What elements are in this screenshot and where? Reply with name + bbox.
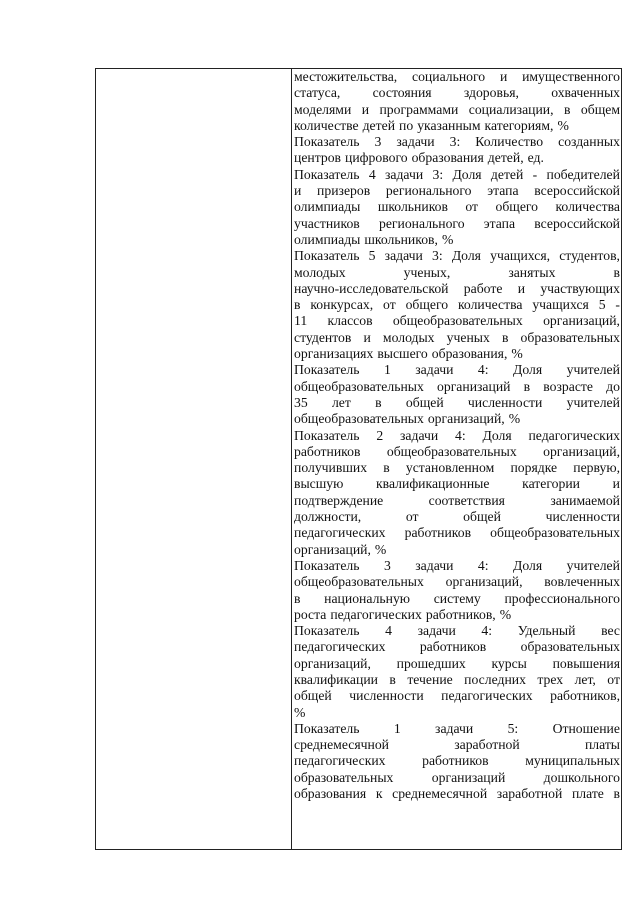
text-line: молодых ученых, занятых в bbox=[294, 264, 620, 280]
text-line: 35 лет в общей численности учителей bbox=[294, 394, 620, 410]
text-line: 11 классов общеобразовательных организаций, bbox=[294, 313, 620, 329]
text-line: студентов и молодых ученых в образовательных bbox=[294, 329, 620, 345]
text-line: организаций, прошедших курсы повышения bbox=[294, 655, 620, 671]
text-line: Показатель 1 задачи 4: Доля учителей bbox=[294, 362, 620, 378]
text-line: работников общеобразовательных организаций, bbox=[294, 443, 620, 459]
text-line: статуса, состояния здоровья, охваченных bbox=[294, 85, 620, 101]
text-line: педагогических работников образовательных bbox=[294, 639, 620, 655]
text-line: общей численности педагогических работников, bbox=[294, 688, 620, 704]
text-line: Показатель 1 задачи 5: Отношение bbox=[294, 720, 620, 736]
text-line: в конкурсах, от общего количества учащихся 5 - bbox=[294, 297, 620, 313]
text-line: научно-исследовательской работе и участвующих bbox=[294, 280, 620, 296]
text-line: образования к среднемесячной заработной плате в bbox=[294, 786, 620, 802]
text-line: % bbox=[294, 704, 306, 720]
text-line: Показатель 3 задачи 3: Количество созданных bbox=[294, 134, 620, 150]
indicators-text bbox=[294, 69, 620, 802]
text-line: должности, от общей численности bbox=[294, 509, 620, 525]
text-line: Показатель 2 задачи 4: Доля педагогических bbox=[294, 427, 620, 443]
text-line: моделями и программами социализации, в общем bbox=[294, 101, 620, 117]
text-line: центров цифрового образования детей, ед. bbox=[294, 150, 544, 166]
text-line: общеобразовательных организаций, вовлеченных bbox=[294, 574, 620, 590]
text-line: общеобразовательных организаций в возрасте до bbox=[294, 378, 620, 394]
text-line: местожительства, социального и имущественного bbox=[294, 69, 620, 84]
text-line: и призеров регионального этапа всероссийской bbox=[294, 183, 620, 199]
text-line: организаций, % bbox=[294, 541, 387, 557]
text-line: олимпиады школьников от общего количества bbox=[294, 199, 620, 215]
text-line: Показатель 4 задачи 3: Доля детей - победителей bbox=[294, 166, 620, 182]
text-line: в национальную систему профессионального bbox=[294, 590, 620, 606]
indicators-table bbox=[95, 68, 622, 850]
text-line: количестве детей по указанным категориям, % bbox=[294, 117, 569, 133]
text-line: среднемесячной заработной платы bbox=[294, 737, 620, 753]
text-line: Показатель 5 задачи 3: Доля учащихся, студентов, bbox=[294, 248, 620, 264]
text-line: общеобразовательных организаций, % bbox=[294, 411, 521, 427]
text-line: педагогических работников общеобразовательных bbox=[294, 525, 620, 541]
text-line: Показатель 4 задачи 4: Удельный вес bbox=[294, 623, 620, 639]
text-line: олимпиады школьников, % bbox=[294, 231, 454, 247]
text-line: квалификации в течение последних трех лет, от bbox=[294, 671, 620, 687]
text-line: Показатель 3 задачи 4: Доля учителей bbox=[294, 557, 620, 573]
table-left-cell bbox=[96, 69, 292, 849]
text-line: получивших в установленном порядке первую, bbox=[294, 460, 620, 476]
text-line: организациях высшего образования, % bbox=[294, 346, 523, 362]
table-right-cell bbox=[292, 69, 621, 849]
text-line: педагогических работников муниципальных bbox=[294, 753, 620, 769]
text-line: участников регионального этапа всероссийской bbox=[294, 215, 620, 231]
text-line: подтверждение соответствия занимаемой bbox=[294, 492, 620, 508]
text-line: роста педагогических работников, % bbox=[294, 606, 512, 622]
text-line: высшую квалификационные категории и bbox=[294, 476, 620, 492]
text-line: образовательных организаций дошкольного bbox=[294, 769, 620, 785]
